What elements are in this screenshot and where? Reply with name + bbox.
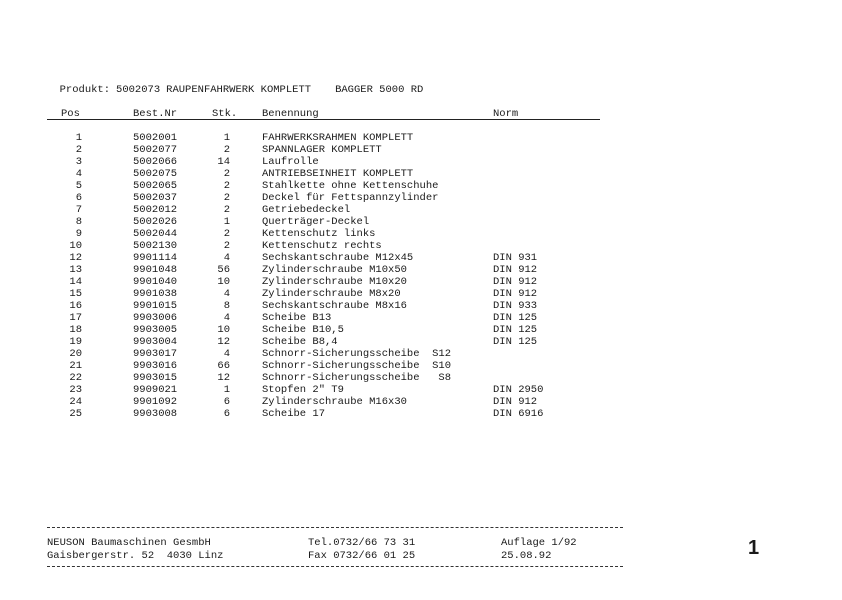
row-best-nr: 9901015 <box>133 300 178 312</box>
row-stk: 14 <box>217 156 230 168</box>
row-best-nr: 9901040 <box>133 276 178 288</box>
row-stk: 12 <box>217 336 230 348</box>
col-header-pos: Pos <box>61 108 80 120</box>
row-best-nr: 9903005 <box>133 324 178 336</box>
row-pos: 17 <box>69 312 82 324</box>
row-benennung: Schnorr-Sicherungsscheibe S8 <box>262 372 452 384</box>
table-row <box>0 252 842 264</box>
row-pos: 14 <box>69 276 82 288</box>
row-best-nr: 9901048 <box>133 264 178 276</box>
row-pos: 1 <box>75 132 82 144</box>
row-best-nr: 9903008 <box>133 408 178 420</box>
row-benennung: Zylinderschraube M10x20 <box>262 276 407 288</box>
row-benennung: SPANNLAGER KOMPLETT <box>262 144 382 156</box>
row-pos: 6 <box>75 192 82 204</box>
row-stk: 6 <box>223 408 230 420</box>
row-benennung: Schnorr-Sicherungsscheibe S12 <box>262 348 452 360</box>
footer-tel: Tel.0732/66 73 31 <box>308 537 416 549</box>
row-pos: 4 <box>75 168 82 180</box>
table-row <box>0 276 842 288</box>
row-best-nr: 9901092 <box>133 396 178 408</box>
machine-name: BAGGER 5000 RD <box>335 84 424 96</box>
row-pos: 16 <box>69 300 82 312</box>
row-stk: 1 <box>223 216 230 228</box>
row-norm: DIN 931 <box>493 252 538 264</box>
row-pos: 5 <box>75 180 82 192</box>
footer-bottom-rule <box>47 566 623 567</box>
row-pos: 24 <box>69 396 82 408</box>
row-stk: 8 <box>223 300 230 312</box>
row-stk: 2 <box>223 192 230 204</box>
row-benennung: Kettenschutz links <box>262 228 376 240</box>
row-best-nr: 5002066 <box>133 156 178 168</box>
table-row <box>0 168 842 180</box>
page-number: 1 <box>748 537 760 559</box>
row-pos: 23 <box>69 384 82 396</box>
row-benennung: Kettenschutz rechts <box>262 240 382 252</box>
col-header-best-nr: Best.Nr <box>133 108 178 120</box>
row-norm: DIN 912 <box>493 396 538 408</box>
table-row <box>0 264 842 276</box>
row-norm: DIN 912 <box>493 264 538 276</box>
header-underline <box>47 119 600 120</box>
row-pos: 19 <box>69 336 82 348</box>
table-row <box>0 156 842 168</box>
table-row <box>0 240 842 252</box>
row-norm: DIN 912 <box>493 288 538 300</box>
row-stk: 1 <box>223 132 230 144</box>
row-pos: 9 <box>75 228 82 240</box>
table-row <box>0 192 842 204</box>
row-benennung: Deckel für Fettspannzylinder <box>262 192 439 204</box>
product-number: 5002073 <box>116 84 161 96</box>
row-benennung: Stopfen 2" T9 <box>262 384 344 396</box>
row-norm: DIN 2950 <box>493 384 544 396</box>
row-benennung: Scheibe B8,4 <box>262 336 338 348</box>
row-benennung: Scheibe B10,5 <box>262 324 344 336</box>
table-row <box>0 300 842 312</box>
row-best-nr: 9903004 <box>133 336 178 348</box>
row-stk: 66 <box>217 360 230 372</box>
row-stk: 10 <box>217 324 230 336</box>
row-best-nr: 9903017 <box>133 348 178 360</box>
row-benennung: Zylinderschraube M10x50 <box>262 264 407 276</box>
row-best-nr: 9903016 <box>133 360 178 372</box>
product-name: RAUPENFAHRWERK KOMPLETT <box>166 84 312 96</box>
row-norm: DIN 125 <box>493 324 538 336</box>
table-row <box>0 216 842 228</box>
row-benennung: Laufrolle <box>262 156 319 168</box>
row-stk: 2 <box>223 228 230 240</box>
row-best-nr: 5002077 <box>133 144 178 156</box>
footer-fax: Fax 0732/66 01 25 <box>308 550 416 562</box>
row-pos: 22 <box>69 372 82 384</box>
table-row <box>0 180 842 192</box>
row-benennung: Sechskantschraube M8x16 <box>262 300 407 312</box>
row-best-nr: 5002037 <box>133 192 178 204</box>
row-stk: 4 <box>223 288 230 300</box>
row-benennung: Getriebedeckel <box>262 204 351 216</box>
row-stk: 4 <box>223 348 230 360</box>
row-best-nr: 9909021 <box>133 384 178 396</box>
row-benennung: Scheibe B13 <box>262 312 332 324</box>
row-best-nr: 5002065 <box>133 180 178 192</box>
row-stk: 2 <box>223 144 230 156</box>
row-pos: 15 <box>69 288 82 300</box>
table-row <box>0 132 842 144</box>
product-header <box>47 72 429 96</box>
row-pos: 12 <box>69 252 82 264</box>
row-best-nr: 9901114 <box>133 252 178 264</box>
table-row <box>0 228 842 240</box>
row-benennung: Querträger-Deckel <box>262 216 370 228</box>
row-pos: 18 <box>69 324 82 336</box>
row-best-nr: 9901038 <box>133 288 178 300</box>
row-stk: 56 <box>217 264 230 276</box>
row-benennung: Scheibe 17 <box>262 408 326 420</box>
table-row <box>0 144 842 156</box>
row-best-nr: 5002026 <box>133 216 178 228</box>
row-best-nr: 5002044 <box>133 228 178 240</box>
col-header-norm: Norm <box>493 108 519 120</box>
table-row <box>0 360 842 372</box>
row-pos: 2 <box>75 144 82 156</box>
row-pos: 20 <box>69 348 82 360</box>
product-label: Produkt: <box>59 84 111 96</box>
row-stk: 10 <box>217 276 230 288</box>
row-best-nr: 9903006 <box>133 312 178 324</box>
row-norm: DIN 6916 <box>493 408 544 420</box>
row-pos: 13 <box>69 264 82 276</box>
col-header-benennung: Benennung <box>262 108 319 120</box>
table-row <box>0 408 842 420</box>
table-row <box>0 372 842 384</box>
row-best-nr: 5002001 <box>133 132 178 144</box>
col-header-stk: Stk. <box>212 108 238 120</box>
row-norm: DIN 933 <box>493 300 538 312</box>
row-stk: 2 <box>223 168 230 180</box>
row-norm: DIN 912 <box>493 276 538 288</box>
table-row <box>0 204 842 216</box>
row-best-nr: 5002075 <box>133 168 178 180</box>
row-stk: 6 <box>223 396 230 408</box>
row-pos: 7 <box>75 204 82 216</box>
table-row <box>0 336 842 348</box>
row-pos: 3 <box>75 156 82 168</box>
row-stk: 12 <box>217 372 230 384</box>
row-best-nr: 9903015 <box>133 372 178 384</box>
row-benennung: Stahlkette ohne Kettenschuhe <box>262 180 439 192</box>
row-norm: DIN 125 <box>493 336 538 348</box>
row-benennung: ANTRIEBSEINHEIT KOMPLETT <box>262 168 414 180</box>
row-best-nr: 5002012 <box>133 204 178 216</box>
row-stk: 4 <box>223 312 230 324</box>
table-row <box>0 324 842 336</box>
table-row <box>0 396 842 408</box>
row-benennung: Zylinderschraube M8x20 <box>262 288 401 300</box>
row-stk: 2 <box>223 240 230 252</box>
footer-edition: Auflage 1/92 <box>501 537 577 549</box>
row-benennung: FAHRWERKSRAHMEN KOMPLETT <box>262 132 414 144</box>
row-stk: 4 <box>223 252 230 264</box>
row-stk: 2 <box>223 204 230 216</box>
row-pos: 10 <box>69 240 82 252</box>
table-row <box>0 288 842 300</box>
footer-date: 25.08.92 <box>501 550 552 562</box>
row-benennung: Sechskantschraube M12x45 <box>262 252 414 264</box>
row-stk: 1 <box>223 384 230 396</box>
row-norm: DIN 125 <box>493 312 538 324</box>
row-benennung: Zylinderschraube M16x30 <box>262 396 407 408</box>
row-stk: 2 <box>223 180 230 192</box>
row-benennung: Schnorr-Sicherungsscheibe S10 <box>262 360 452 372</box>
footer-top-rule <box>47 527 623 528</box>
footer-company: NEUSON Baumaschinen GesmbH <box>47 537 211 549</box>
table-row <box>0 384 842 396</box>
table-row <box>0 312 842 324</box>
row-best-nr: 5002130 <box>133 240 178 252</box>
row-pos: 8 <box>75 216 82 228</box>
row-pos: 21 <box>69 360 82 372</box>
row-pos: 25 <box>69 408 82 420</box>
table-row <box>0 348 842 360</box>
footer-address: Gaisbergerstr. 52 4030 Linz <box>47 550 224 562</box>
